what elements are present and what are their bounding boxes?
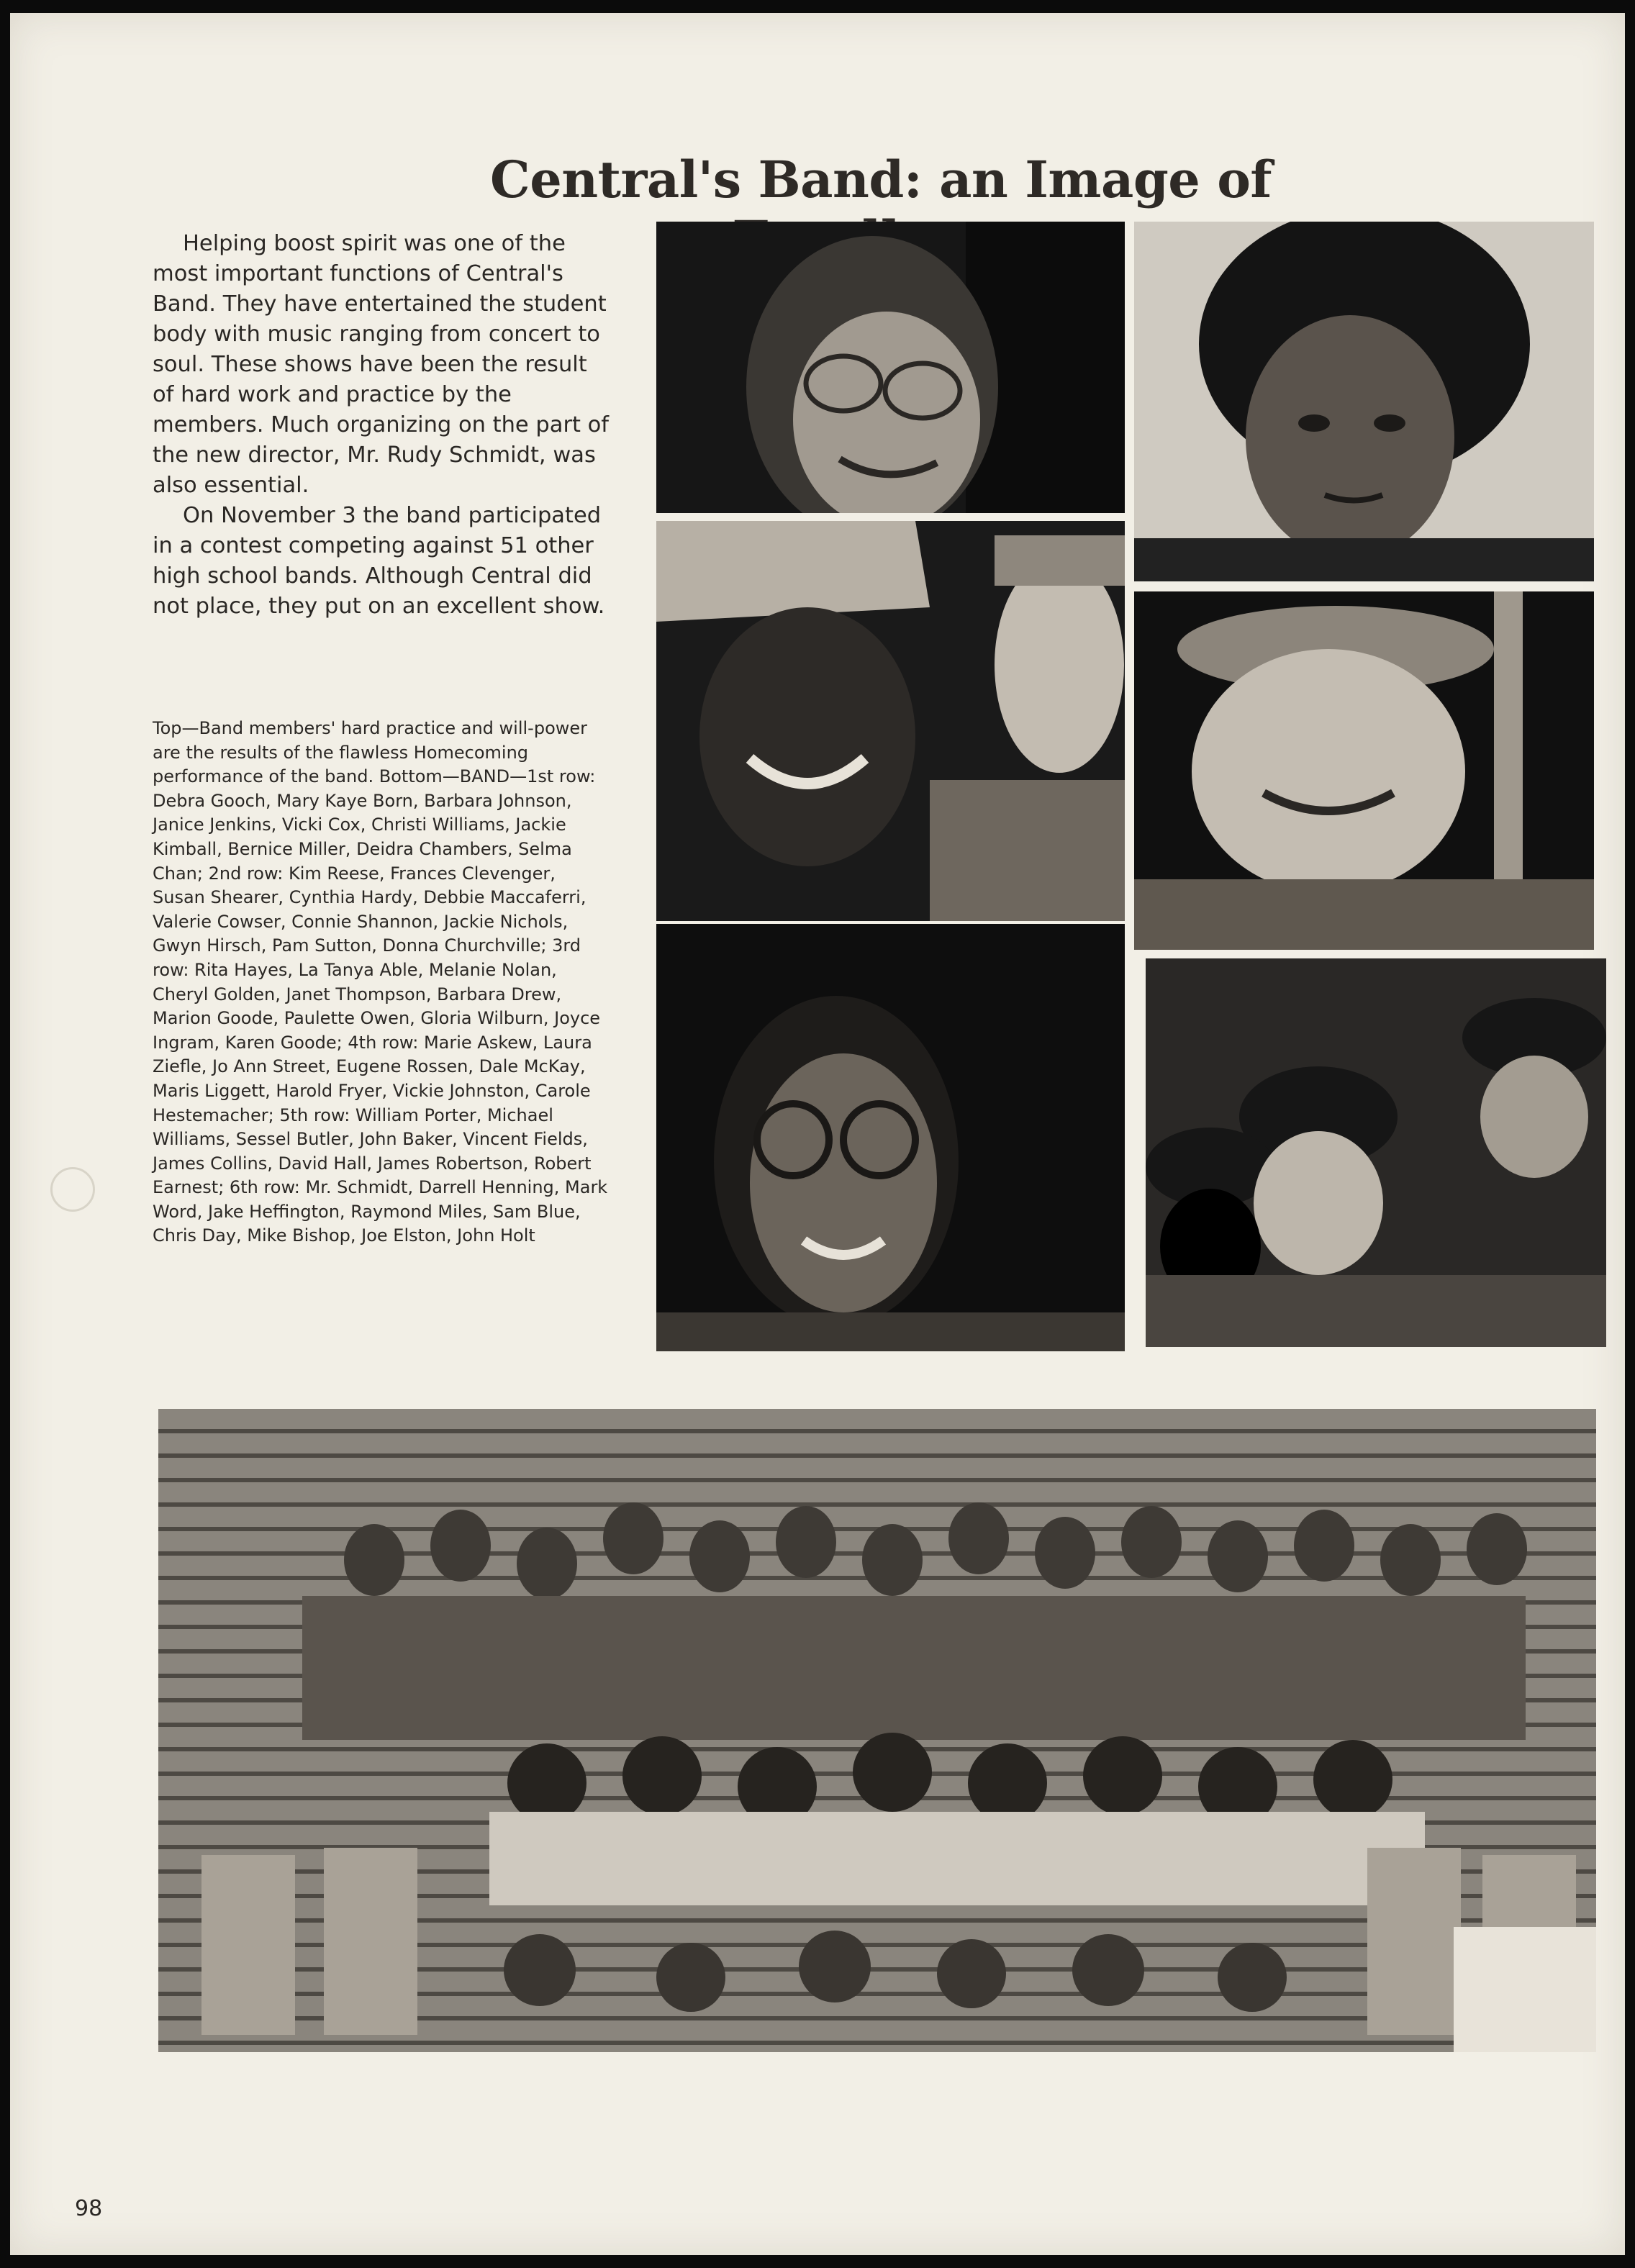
- body-paragraph-2: On November 3 the band participated in a contest competing against 51 other high school bands. Although Central did not place, they put on an excellent show.: [153, 503, 605, 619]
- photo-band-drummers: [1146, 958, 1606, 1347]
- photo-girl-round-glasses: [656, 924, 1125, 1351]
- page-number: 98: [75, 2196, 103, 2221]
- photo-boy-glasses: [656, 222, 1125, 513]
- photo-caption: Top—Band members' hard practice and will-power are the results of the flawless Homecoming performance of the band. Bottom—BAND—1st row: Debra Gooch, Mary Kaye Born, Barbara Johnson, Janice Jenkins, Vicki Cox, Christi Williams, Jackie Kimball, Bernice Miller, Deidra Chambers, Selma Chan; 2nd row: Kim Reese, Frances Clevenger, Susan Shearer, Cynthia Hardy, Debbie Maccaferri, Valerie Cowser, Connie Shannon, Jackie Nichols, Gwyn Hirsch, Pam Sutton, Donna Churchville; 3rd row: Rita Hayes, La Tanya Able, Melanie Nolan, Cheryl Golden, Janet Thompson, Barbara Drew, Marion Goode, Paulette Owen, Gloria Wilburn, Joyce Ingram, Karen Goode; 4th row: Marie Askew, Laura Ziefle, Jo Ann Street, Eugene Rossen, Dale McKay, Maris Liggett, Harold Fryer, Vickie Johnston, Carole Hestemacher; 5th row: William Porter, Michael Williams, Sessel Butler, John Baker, Vincent Fields, James Collins, David Hall, James Robertson, Robert Earnest; 6th row: Mr. Schmidt, Darrell Henning, Mark Word, Jake Heffington, Raymond Miles, Sam Blue, Chris Day, Mike Bishop, Joe Elston, John Holt: [153, 718, 608, 1246]
- photo-band-members-hats: [656, 521, 1125, 921]
- body-paragraph-1: Helping boost spirit was one of the most important functions of Central's Band. They have entertained the student body with music ranging from concert to soul. These shows have been the result of hard work and practice by the members. Much organizing on the part of the new director, Mr. Rudy Schmidt, was also essential.: [153, 231, 610, 498]
- body-text: [153, 229, 613, 622]
- page-title: Central's Band: an Image of: [489, 150, 1272, 209]
- yearbook-page: [10, 13, 1625, 2255]
- photo-band-group: [158, 1409, 1596, 2052]
- photo-girl-serious: [1134, 222, 1594, 581]
- photo-girl-band-hat: [1134, 591, 1594, 950]
- paper-stain: [50, 1167, 95, 1212]
